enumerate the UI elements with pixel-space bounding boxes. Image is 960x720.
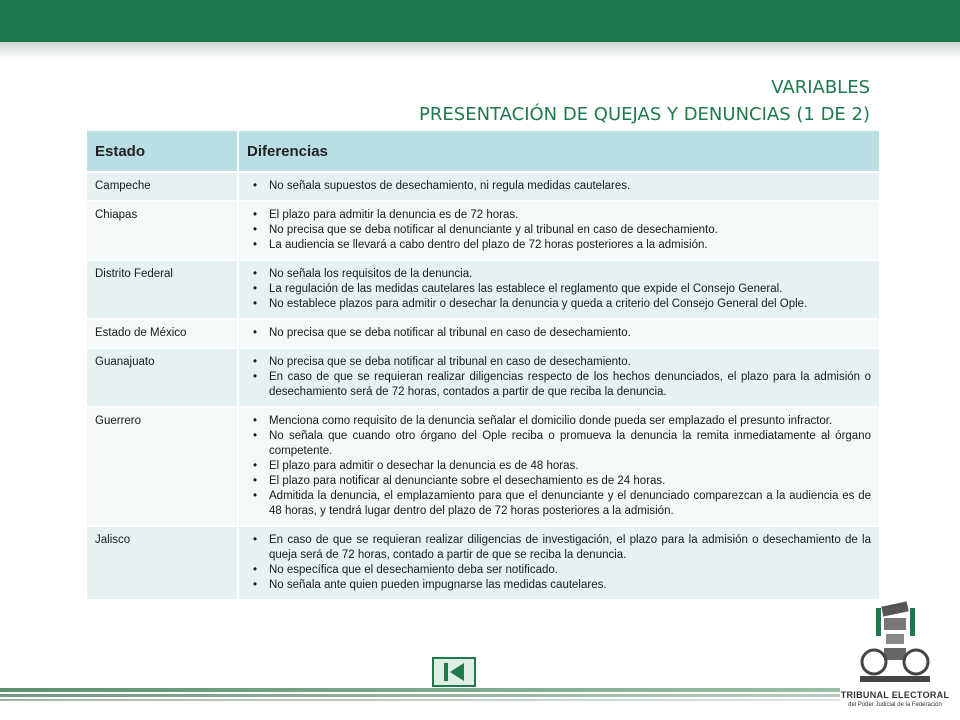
- logo-text-line-2: del Poder Judicial de la Federación: [848, 702, 942, 708]
- cell-diferencias: [238, 201, 880, 260]
- list-item: • No señala ante quien pueden impugnarse las medidas cautelares.: [269, 578, 871, 593]
- table-row: [87, 201, 880, 260]
- list-item: • No precisa que se deba notificar al tribunal en caso de desechamiento.: [269, 355, 871, 370]
- list-item: • No señala que cuando otro órgano del Ople reciba o promueva la denuncia la remita inmediatamente al órgano competente.: [269, 429, 871, 459]
- top-band: [0, 0, 960, 42]
- cell-diferencias: [238, 260, 880, 319]
- title-line-2: PRESENTACIÓN DE QUEJAS Y DENUNCIAS (1 DE 2): [419, 104, 870, 125]
- list-item: • No específica que el desechamiento deba ser notificado.: [269, 563, 871, 578]
- cell-diferencias: [238, 348, 880, 407]
- cell-estado: Guerrero: [87, 407, 238, 526]
- differences-list: [247, 355, 871, 400]
- slide-title: [419, 74, 870, 128]
- header-diferencias: Diferencias: [238, 131, 880, 172]
- list-item: • No precisa que se deba notificar al tribunal en caso de desechamiento.: [269, 326, 871, 341]
- list-item: • La regulación de las medidas cautelares las establece el reglamento que expide el Consejo General.: [269, 282, 871, 297]
- cell-estado: Guanajuato: [87, 348, 238, 407]
- list-item: • No precisa que se deba notificar al denunciante y al tribunal en caso de desechamiento.: [269, 223, 871, 238]
- cell-diferencias: [238, 172, 880, 201]
- cell-diferencias: [238, 526, 880, 599]
- cell-estado: Campeche: [87, 172, 238, 201]
- table-row: [87, 172, 880, 201]
- differences-list: [247, 208, 871, 253]
- differences-list: [247, 326, 871, 341]
- cell-estado: Distrito Federal: [87, 260, 238, 319]
- differences-list: [247, 533, 871, 593]
- table-row: [87, 407, 880, 526]
- differences-list: [247, 267, 871, 312]
- list-item: • La audiencia se llevará a cabo dentro del plazo de 72 horas posteriores a la admisión.: [269, 238, 871, 253]
- list-item: • En caso de que se requieran realizar diligencias respecto de los hechos denunciados, el plazo para la admisión o desechamiento será de 72 horas, contados a partir de que reciba la denuncia.: [269, 370, 871, 400]
- first-slide-button[interactable]: [432, 657, 476, 687]
- differences-list: [247, 414, 871, 519]
- list-item: • En caso de que se requieran realizar diligencias de investigación, el plazo para la admisión o desechamiento de la queja será de 72 horas, contado a partir de que se reciba la denuncia.: [269, 533, 871, 563]
- table-row: [87, 526, 880, 599]
- list-item: • El plazo para admitir o desechar la denuncia es de 48 horas.: [269, 459, 871, 474]
- table-row: [87, 348, 880, 407]
- table-row: [87, 319, 880, 348]
- differences-list: [247, 179, 871, 194]
- list-item: • Admitida la denuncia, el emplazamiento para que el denunciante y el denunciado comparezcan a la audiencia es de 48 horas, y tendrá lugar dentro del plazo de 72 horas posteriores a la admisión.: [269, 489, 871, 519]
- tribunal-electoral-logo: [840, 598, 950, 714]
- skip-to-start-icon: [441, 661, 467, 683]
- list-item: • El plazo para notificar al denunciante sobre el desechamiento es de 24 horas.: [269, 474, 871, 489]
- list-item: • No establece plazos para admitir o desechar la denuncia y queda a criterio del Consejo General del Ople.: [269, 297, 871, 312]
- table-row: [87, 260, 880, 319]
- list-item: • Menciona como requisito de la denuncia señalar el domicilio donde pueda ser emplazado el presunto infractor.: [269, 414, 871, 429]
- title-line-1: VARIABLES: [771, 77, 870, 98]
- scales-of-justice-icon: [840, 598, 950, 688]
- differences-table: [87, 131, 881, 599]
- cell-estado: Estado de México: [87, 319, 238, 348]
- cell-estado: Chiapas: [87, 201, 238, 260]
- header-estado: Estado: [87, 131, 238, 172]
- footer-lines: [0, 688, 840, 701]
- cell-estado: Jalisco: [87, 526, 238, 599]
- top-band-shade: [0, 42, 960, 58]
- logo-text-line-1: TRIBUNAL ELECTORAL: [840, 690, 950, 700]
- cell-diferencias: [238, 319, 880, 348]
- list-item: • El plazo para admitir la denuncia es de 72 horas.: [269, 208, 871, 223]
- list-item: • No señala los requisitos de la denuncia.: [269, 267, 871, 282]
- list-item: • No señala supuestos de desechamiento, ni regula medidas cautelares.: [269, 179, 871, 194]
- table-body: [87, 172, 880, 599]
- cell-diferencias: [238, 407, 880, 526]
- table-header-row: [87, 131, 880, 172]
